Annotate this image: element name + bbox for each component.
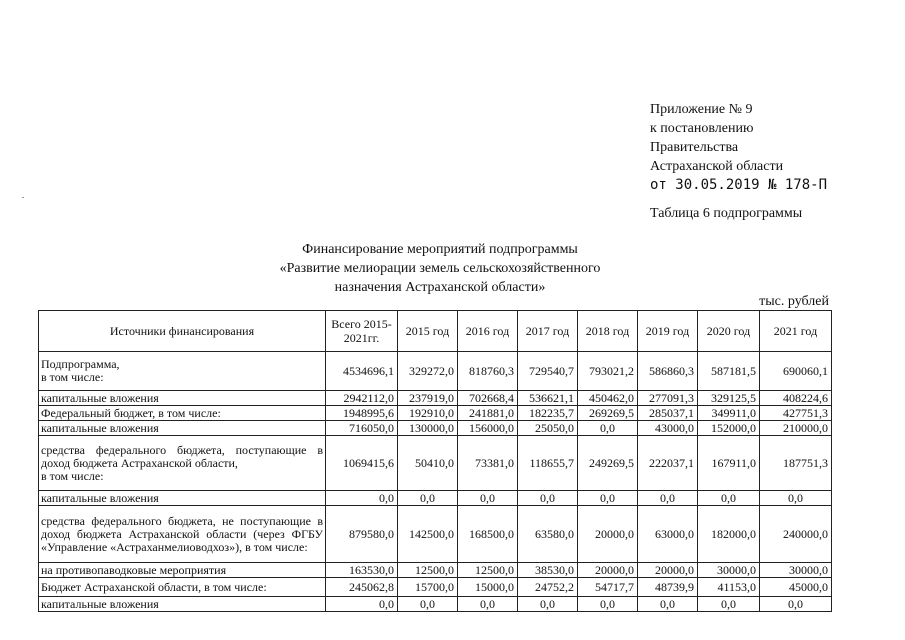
value-cell: 48739,9	[638, 578, 698, 597]
value-cell: 0,0	[578, 597, 638, 612]
value-cell: 536621,1	[518, 391, 578, 406]
table-row	[39, 563, 832, 578]
value-cell: 130000,0	[398, 421, 458, 436]
value-cell: 0,0	[326, 597, 398, 612]
column-header-total: Всего 2015-2021гг.	[326, 311, 398, 352]
value-cell: 586860,3	[638, 352, 698, 391]
value-cell: 587181,5	[698, 352, 760, 391]
source-cell: капитальные вложения	[39, 421, 326, 436]
column-header-2017: 2017 год	[518, 311, 578, 352]
table-row	[39, 406, 832, 421]
value-cell: 45000,0	[760, 578, 832, 597]
units-label: тыс. рублей	[759, 294, 829, 309]
title-line: «Развитие мелиорации земель сельскохозяйственного	[279, 261, 601, 276]
value-cell: 245062,8	[326, 578, 398, 597]
value-cell: 4534696,1	[326, 352, 398, 391]
table-row	[39, 421, 832, 436]
value-cell: 702668,4	[458, 391, 518, 406]
order-line: от 30.05.2019 № 178-П	[650, 177, 828, 193]
source-cell: капитальные вложения	[39, 597, 326, 612]
table-row	[39, 491, 832, 506]
value-cell: 427751,3	[760, 406, 832, 421]
value-cell: 450462,0	[578, 391, 638, 406]
value-cell: 0,0	[458, 597, 518, 612]
value-cell: 0,0	[760, 491, 832, 506]
source-cell: капитальные вложения	[39, 391, 326, 406]
column-header-2015: 2015 год	[398, 311, 458, 352]
value-cell: 15700,0	[398, 578, 458, 597]
value-cell: 329272,0	[398, 352, 458, 391]
value-cell: 118655,7	[518, 436, 578, 491]
value-cell: 38530,0	[518, 563, 578, 578]
value-cell: 329125,5	[698, 391, 760, 406]
value-cell: 63580,0	[518, 506, 578, 563]
value-cell: 2942112,0	[326, 391, 398, 406]
appendix-line: Приложение № 9	[650, 102, 753, 117]
value-cell: 187751,3	[760, 436, 832, 491]
value-cell: 0,0	[638, 491, 698, 506]
source-cell: на противопаводковые мероприятия	[39, 563, 326, 578]
value-cell: 192910,0	[398, 406, 458, 421]
value-cell: 690060,1	[760, 352, 832, 391]
value-cell: 0,0	[458, 491, 518, 506]
value-cell: 41153,0	[698, 578, 760, 597]
scan-speck	[22, 197, 24, 198]
source-cell: Федеральный бюджет, в том числе:	[39, 406, 326, 421]
value-cell: 222037,1	[638, 436, 698, 491]
value-cell: 818760,3	[458, 352, 518, 391]
value-cell: 12500,0	[398, 563, 458, 578]
value-cell: 0,0	[638, 597, 698, 612]
appendix-block	[650, 100, 827, 195]
appendix-line: Астраханской области	[650, 159, 784, 174]
value-cell: 237919,0	[398, 391, 458, 406]
table-row	[39, 506, 832, 563]
appendix-line: к постановлению	[650, 121, 754, 136]
value-cell: 20000,0	[578, 563, 638, 578]
value-cell: 285037,1	[638, 406, 698, 421]
column-header-2019: 2019 год	[638, 311, 698, 352]
value-cell: 0,0	[698, 491, 760, 506]
table-row	[39, 391, 832, 406]
value-cell: 152000,0	[698, 421, 760, 436]
table-row	[39, 578, 832, 597]
value-cell: 24752,2	[518, 578, 578, 597]
value-cell: 182235,7	[518, 406, 578, 421]
appendix-line: Правительства	[650, 140, 739, 155]
value-cell: 30000,0	[760, 563, 832, 578]
value-cell: 43000,0	[638, 421, 698, 436]
value-cell: 408224,6	[760, 391, 832, 406]
value-cell: 54717,7	[578, 578, 638, 597]
value-cell: 73381,0	[458, 436, 518, 491]
value-cell: 15000,0	[458, 578, 518, 597]
value-cell: 0,0	[518, 491, 578, 506]
value-cell: 249269,5	[578, 436, 638, 491]
value-cell: 25050,0	[518, 421, 578, 436]
value-cell: 63000,0	[638, 506, 698, 563]
value-cell: 156000,0	[458, 421, 518, 436]
value-cell: 142500,0	[398, 506, 458, 563]
value-cell: 716050,0	[326, 421, 398, 436]
source-cell: средства федерального бюджета, не поступающие в доход бюджета Астраханской области (через ФГБУ «Управление «Астраханмелиоводхоз»), в том числе:	[39, 506, 326, 563]
column-header-2020: 2020 год	[698, 311, 760, 352]
source-cell: Подпрограмма, в том числе:	[39, 352, 326, 391]
value-cell: 182000,0	[698, 506, 760, 563]
value-cell: 0,0	[326, 491, 398, 506]
value-cell: 0,0	[578, 491, 638, 506]
table-reference: Таблица 6 подпрограммы	[650, 206, 803, 221]
column-header-2018: 2018 год	[578, 311, 638, 352]
value-cell: 20000,0	[578, 506, 638, 563]
value-cell: 729540,7	[518, 352, 578, 391]
header-row	[39, 311, 832, 352]
value-cell: 0,0	[398, 597, 458, 612]
title-line: Финансирование мероприятий подпрограммы	[302, 242, 578, 257]
value-cell: 269269,5	[578, 406, 638, 421]
value-cell: 240000,0	[760, 506, 832, 563]
title-line: назначения Астраханской области»	[334, 280, 546, 295]
column-header-2016: 2016 год	[458, 311, 518, 352]
value-cell: 879580,0	[326, 506, 398, 563]
value-cell: 277091,3	[638, 391, 698, 406]
value-cell: 20000,0	[638, 563, 698, 578]
value-cell: 12500,0	[458, 563, 518, 578]
financing-table	[38, 310, 832, 612]
value-cell: 30000,0	[698, 563, 760, 578]
table-row	[39, 436, 832, 491]
value-cell: 0,0	[398, 491, 458, 506]
column-header-source: Источники финансирования	[39, 311, 326, 352]
source-cell: капитальные вложения	[39, 491, 326, 506]
source-cell: Бюджет Астраханской области, в том числе:	[39, 578, 326, 597]
document-title	[240, 240, 640, 297]
table-row	[39, 352, 832, 391]
value-cell: 0,0	[518, 597, 578, 612]
column-header-2021: 2021 год	[760, 311, 832, 352]
table-row	[39, 597, 832, 612]
value-cell: 793021,2	[578, 352, 638, 391]
value-cell: 50410,0	[398, 436, 458, 491]
value-cell: 0,0	[578, 421, 638, 436]
value-cell: 1069415,6	[326, 436, 398, 491]
value-cell: 167911,0	[698, 436, 760, 491]
value-cell: 210000,0	[760, 421, 832, 436]
value-cell: 241881,0	[458, 406, 518, 421]
value-cell: 1948995,6	[326, 406, 398, 421]
source-cell: средства федерального бюджета, поступающие в доход бюджета Астраханской области, в том числе:	[39, 436, 326, 491]
value-cell: 163530,0	[326, 563, 398, 578]
value-cell: 0,0	[698, 597, 760, 612]
value-cell: 349911,0	[698, 406, 760, 421]
value-cell: 168500,0	[458, 506, 518, 563]
value-cell: 0,0	[760, 597, 832, 612]
